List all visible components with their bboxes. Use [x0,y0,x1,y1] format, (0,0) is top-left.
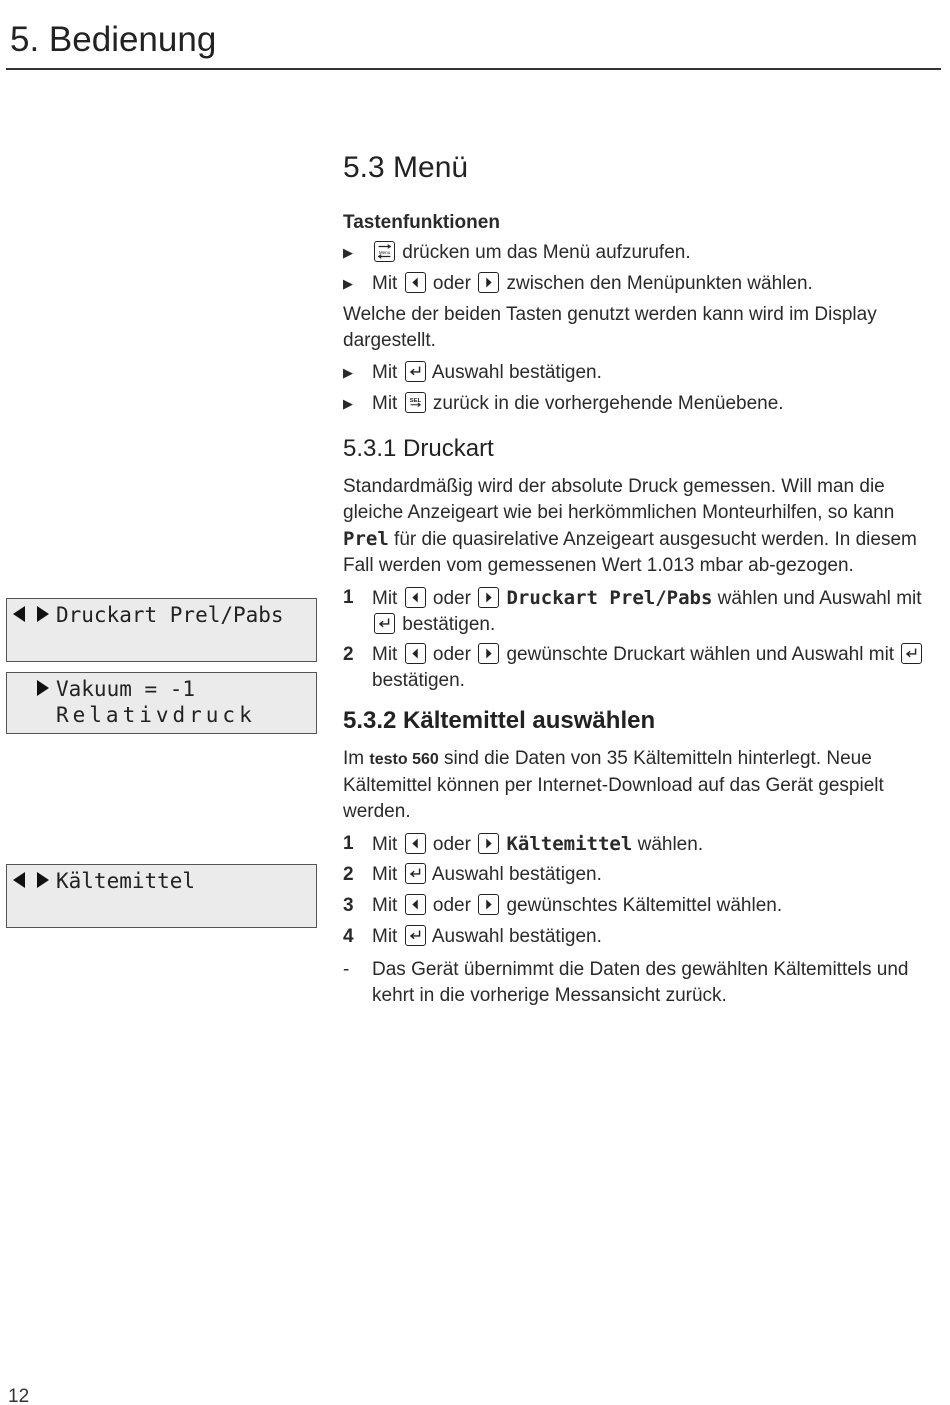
bullet-triangle-icon: ▶ [343,276,353,291]
step-text: Auswahl bestätigen. [431,864,602,885]
right-arrow-key-icon [478,833,499,854]
text-mit: Mit [372,588,398,609]
paragraph-text: Standardmäßig wird der absolute Druck gemessen. Will man die gleiche Anzeigeart wie bei herkömmlichen Monteurhilfen, so kann [343,476,895,523]
step-text: bestätigen. [372,670,465,691]
subsection-title-druckart: 5.3.1 Druckart [343,435,494,462]
step-item [343,893,943,924]
svg-text:SEL: SEL [409,398,421,405]
right-arrow-icon [37,872,49,888]
display-vakuum [6,672,317,734]
step-number: 1 [343,587,354,608]
page-number: 12 [8,1386,30,1405]
page-header [6,0,941,70]
bullet-item [343,360,943,391]
step-item [343,642,943,694]
step-number: 3 [343,895,354,916]
text-mit: Mit [372,393,398,414]
display-term-prel: Prel [343,528,389,550]
enter-key-icon [374,613,395,634]
step-item [343,585,943,638]
display-kaeltemittel-text: Kältemittel [56,869,196,893]
text-mit: Mit [372,362,398,383]
paragraph-druckart [343,474,943,579]
text-oder: oder [432,834,471,855]
paragraph-kaeltemittel [343,746,943,825]
right-arrow-key-icon [478,894,499,915]
left-arrow-key-icon [405,894,426,915]
bullet-text: drücken um das Menü aufzurufen. [402,242,691,263]
text-mit: mit [896,588,922,609]
bullet-triangle-icon: ▶ [343,365,353,380]
display-druckart [6,598,317,662]
paragraph-text: für die quasirelative Anzeigeart ausgesucht werden. In diesem Fall werden vom gemessenen Wert 1.013 mbar ab-gezogen. [343,529,917,576]
text-mit: Mit [372,834,398,855]
chapter-title: 5. Bedienung [10,20,217,59]
step-text: gewünschtes Kältemittel wählen. [506,895,783,916]
paragraph: Welche der beiden Tasten genutzt werden kann wird im Display dargestellt. [343,304,877,351]
right-arrow-key-icon [478,587,499,608]
text-mit: Mit [372,273,398,294]
display-vakuum-line1: Vakuum = -1 [56,677,196,701]
step-text: Auswahl bestätigen. [431,926,602,947]
text-oder: oder [432,273,471,294]
left-arrow-icon [13,606,25,622]
text-mit: Mit [372,895,398,916]
result-item [343,957,943,1009]
main-content [343,150,943,1009]
display-term: Druckart Prel/Pabs [506,587,713,609]
step-item [343,831,943,862]
step-text: wählen und Auswahl [717,588,891,609]
step-number: 2 [343,864,354,885]
step-number: 4 [343,926,354,947]
left-arrow-key-icon [405,643,426,664]
display-vakuum-line2: Relativdruck [56,703,256,727]
bullet-item [343,391,943,422]
right-arrow-icon [37,606,49,622]
step-text: bestätigen. [402,614,496,635]
step-item [343,862,943,893]
right-arrow-icon [37,680,49,696]
bullet-text: Auswahl bestätigen. [431,362,602,383]
subsection-title-kaeltemittel: 5.3.2 Kältemittel auswählen [343,707,656,734]
step-number: 1 [343,833,354,854]
left-arrow-icon [13,872,25,888]
right-arrow-key-icon [478,272,499,293]
text-oder: oder [432,588,471,609]
text-oder: oder [432,895,471,916]
enter-key-icon [405,863,426,884]
enter-key-icon [405,925,426,946]
left-arrow-key-icon [405,587,426,608]
paragraph-text: sind die Daten von 35 Kältemitteln hinterlegt. Neue Kältemittel können per Internet-Download auf das Gerät gespielt werden. [343,748,884,822]
step-number: 2 [343,644,354,665]
sel-key-icon [405,392,426,413]
menu-key-icon [374,241,395,262]
step-text: gewünschte Druckart wählen und Auswahl mit [506,644,895,665]
text-oder: oder [432,644,471,665]
text-mit: Mit [372,926,398,947]
bullet-text: zurück in die vorhergehende Menüebene. [432,393,784,414]
paragraph-text: Im [343,748,365,769]
display-druckart-text: Druckart Prel/Pabs [56,603,284,627]
display-kaeltemittel [6,864,317,928]
enter-key-icon [901,643,922,664]
enter-key-icon [405,361,426,382]
right-arrow-key-icon [478,643,499,664]
product-name: testo 560 [369,751,439,768]
bullet-item [343,240,943,271]
step-text: wählen. [637,834,704,855]
section-title: 5.3 Menü [343,151,469,184]
bullet-triangle-icon: ▶ [343,245,353,260]
result-dash: - [343,959,350,980]
text-mit: Mit [372,644,398,665]
step-item [343,924,943,955]
bullet-triangle-icon: ▶ [343,396,353,411]
left-arrow-key-icon [405,833,426,854]
result-text: Das Gerät übernimmt die Daten des gewählten Kältemittels und kehrt in die vorherige Messansicht zurück. [372,959,909,1006]
text-mit: Mit [372,864,398,885]
svg-text:Menu: Menu [378,249,391,255]
left-arrow-key-icon [405,272,426,293]
bullet-item [343,271,943,302]
display-term: Kältemittel [506,833,633,855]
key-functions-heading: Tastenfunktionen [343,212,500,233]
bullet-text: zwischen den Menüpunkten wählen. [506,273,813,294]
